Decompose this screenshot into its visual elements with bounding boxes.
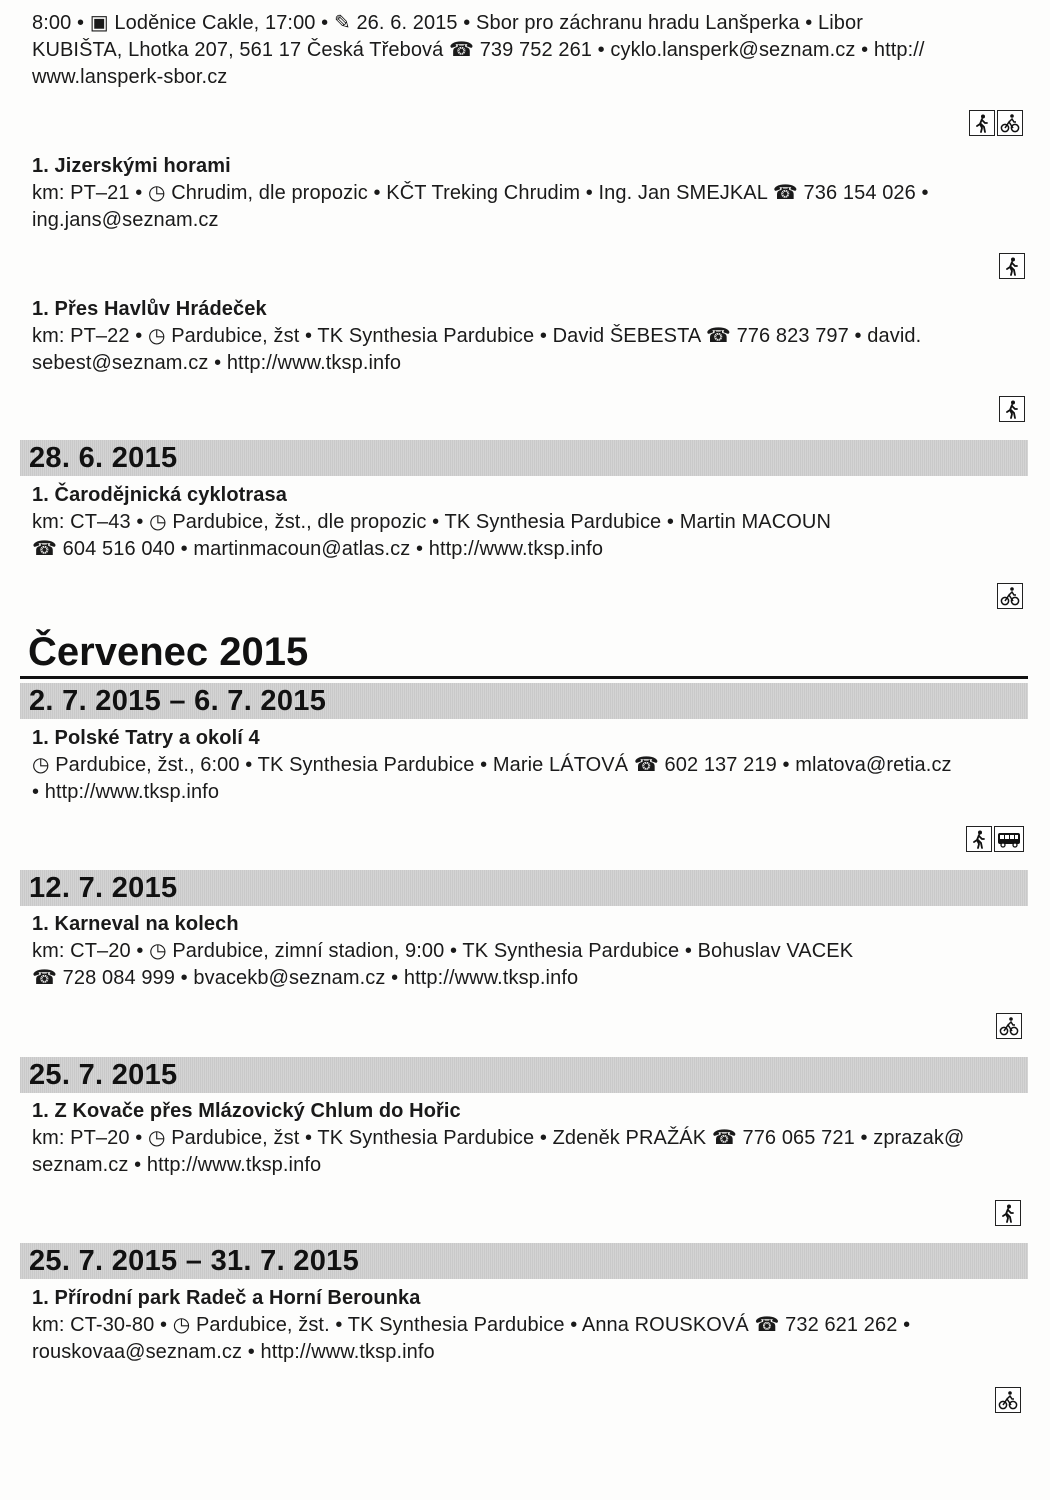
date-header-label: 12. 7. 2015 [29, 872, 178, 904]
month-heading: Červenec 2015 [28, 630, 309, 674]
event-title: 1. Jizerskými horami [32, 155, 231, 177]
date-header-label: 25. 7. 2015 – 31. 7. 2015 [29, 1245, 359, 1277]
hiking-icon [999, 396, 1025, 422]
intro-icons [969, 110, 1023, 136]
event-title: 1. Z Kovače přes Mlázovický Chlum do Hořic [32, 1100, 461, 1122]
hiking-icon [999, 253, 1025, 279]
intro-line-3: www.lansperk-sbor.cz [32, 66, 228, 88]
date-header [20, 1057, 1028, 1093]
event-details-line-1: ◷ Pardubice, žst., 6:00 • TK Synthesia Pardubice • Marie LÁTOVÁ ☎ 602 137 219 • mlatova@retia.cz [32, 754, 952, 776]
event-icons [999, 396, 1025, 422]
event-details-line-1: km: CT–20 • ◷ Pardubice, zimní stadion, 9:00 • TK Synthesia Pardubice • Bohuslav VACEK [32, 940, 854, 962]
event-title: 1. Přírodní park Radeč a Horní Berounka [32, 1287, 421, 1309]
date-header [20, 870, 1028, 906]
bus-icon [994, 826, 1024, 852]
date-header [20, 683, 1028, 719]
event-icons [995, 1387, 1021, 1413]
event-details-line-1: km: PT–20 • ◷ Pardubice, žst • TK Synthesia Pardubice • Zdeněk PRAŽÁK ☎ 776 065 721 • zprazak@ [32, 1127, 965, 1149]
intro-line-1: 8:00 • ▣ Loděnice Cakle, 17:00 • ✎ 26. 6. 2015 • Sbor pro záchranu hradu Lanšperka • Libor [32, 12, 863, 34]
event-title: 1. Karneval na kolech [32, 913, 239, 935]
event-details-line-2: ☎ 604 516 040 • martinmacoun@atlas.cz • http://www.tksp.info [32, 538, 604, 560]
event-icons [997, 583, 1023, 609]
event-details-line-2: ing.jans@seznam.cz [32, 209, 219, 231]
event-details-line-2: • http://www.tksp.info [32, 781, 220, 803]
event-details-line-2: rouskovaa@seznam.cz • http://www.tksp.info [32, 1341, 435, 1363]
cycling-icon [996, 1013, 1022, 1039]
month-divider [20, 676, 1028, 679]
hiking-icon [969, 110, 995, 136]
event-details-line-1: km: PT–22 • ◷ Pardubice, žst • TK Synthesia Pardubice • David ŠEBESTA ☎ 776 823 797 • david. [32, 325, 922, 347]
event-icons [995, 1200, 1021, 1226]
cycling-icon [997, 583, 1023, 609]
date-header [20, 440, 1028, 476]
event-details-line-2: seznam.cz • http://www.tksp.info [32, 1154, 322, 1176]
cycling-icon [997, 110, 1023, 136]
cycling-icon [995, 1387, 1021, 1413]
hiking-icon [995, 1200, 1021, 1226]
date-header [20, 1243, 1028, 1279]
hiking-icon [966, 826, 992, 852]
event-icons [999, 253, 1025, 279]
event-icons [996, 1013, 1022, 1039]
event-details-line-2: sebest@seznam.cz • http://www.tksp.info [32, 352, 402, 374]
event-details-line-1: km: PT–21 • ◷ Chrudim, dle propozic • KČT Treking Chrudim • Ing. Jan SMEJKAL ☎ 736 154 026 • [32, 182, 929, 204]
event-title: 1. Přes Havlův Hrádeček [32, 298, 267, 320]
event-details-line-2: ☎ 728 084 999 • bvacekb@seznam.cz • http://www.tksp.info [32, 967, 579, 989]
event-title: 1. Čarodějnická cyklotrasa [32, 484, 287, 506]
date-header-label: 2. 7. 2015 – 6. 7. 2015 [29, 685, 327, 717]
event-details-line-1: km: CT–43 • ◷ Pardubice, žst., dle propozic • TK Synthesia Pardubice • Martin MACOUN [32, 511, 832, 533]
intro-line-2: KUBIŠTA, Lhotka 207, 561 17 Česká Třebová ☎ 739 752 261 • cyklo.lansperk@seznam.cz • http:// [32, 39, 925, 61]
date-header-label: 25. 7. 2015 [29, 1059, 178, 1091]
event-icons [966, 826, 1024, 852]
event-title: 1. Polské Tatry a okolí 4 [32, 727, 260, 749]
event-details-line-1: km: CT-30-80 • ◷ Pardubice, žst. • TK Synthesia Pardubice • Anna ROUSKOVÁ ☎ 732 621 262 • [32, 1314, 911, 1336]
date-header-label: 28. 6. 2015 [29, 442, 178, 474]
